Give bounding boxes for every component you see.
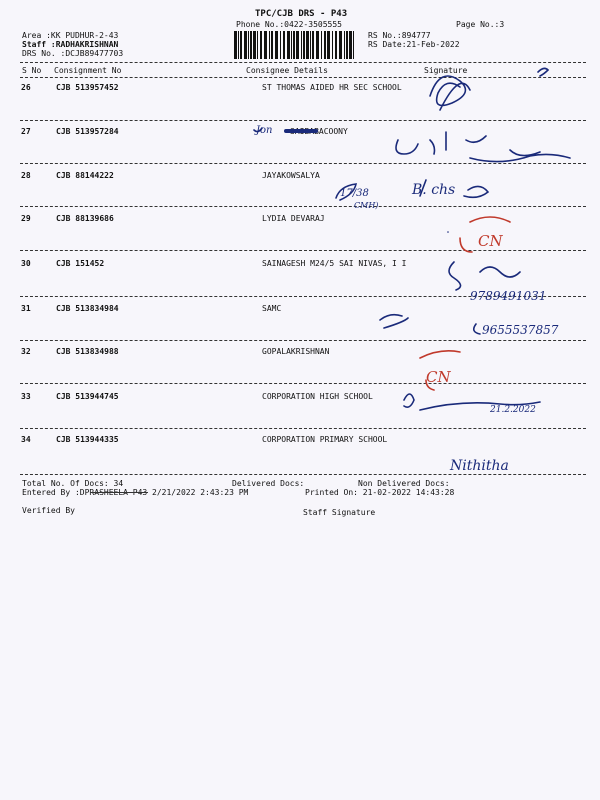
- barcode-bar: [296, 31, 299, 59]
- barcode-bar: [250, 31, 252, 59]
- entered-by: Entered By :DPRASHEELA P43 2/21/2022 2:43:23 PM: [22, 488, 249, 497]
- barcode-bar: [269, 31, 270, 59]
- row-divider: [20, 296, 586, 297]
- barcode-bar: [260, 31, 262, 59]
- row-sno: 29: [21, 214, 31, 223]
- row-consignee: SAMC: [262, 304, 282, 313]
- table-row: [20, 127, 590, 141]
- barcode-bar: [346, 31, 348, 59]
- row-consignee: LYDIA DEVARAJ: [262, 214, 325, 223]
- row-consignee: SAIBABACOONY: [290, 127, 348, 136]
- printed-on: Printed On: 21-02-2022 14:43:28: [305, 488, 455, 497]
- table-row: [20, 392, 590, 406]
- table-row: [20, 259, 590, 273]
- barcode-bar: [301, 31, 302, 59]
- strike-line: [90, 492, 148, 493]
- barcode-bar: [306, 31, 309, 59]
- row-divider: [20, 428, 586, 429]
- row33-date: 21.2.2022: [490, 405, 536, 415]
- barcode-bar: [312, 31, 314, 59]
- table-row: [20, 304, 590, 318]
- row-consignment: CJB 513957452: [56, 83, 119, 92]
- row-sno: 26: [21, 83, 31, 92]
- barcode-bar: [271, 31, 273, 59]
- table-row: [20, 83, 590, 97]
- barcode-bar: [310, 31, 311, 59]
- barcode-bar: [257, 31, 258, 59]
- barcode-bar: [327, 31, 330, 59]
- barcode-bar: [332, 31, 333, 59]
- barcode-bar: [321, 31, 322, 59]
- row-divider: [20, 383, 586, 384]
- total-docs: Total No. Of Docs: 34: [22, 479, 124, 488]
- footer-divider: [20, 474, 586, 475]
- barcode-bar: [344, 31, 345, 59]
- row-divider: [20, 163, 586, 164]
- row31-phone: 9655537857: [482, 323, 559, 337]
- table-row: [20, 171, 590, 185]
- col-signature: Signature: [424, 66, 468, 75]
- row-consignment: CJB 513834984: [56, 304, 119, 313]
- barcode-bar: [264, 31, 267, 59]
- row-consignment: CJB 88144222: [56, 171, 114, 180]
- barcode-bar: [280, 31, 281, 59]
- staff-signature: Staff Signature: [303, 508, 376, 517]
- non-delivered-docs: Non Delivered Docs:: [358, 479, 450, 488]
- barcode-bar: [240, 31, 242, 59]
- row-sno: 27: [21, 127, 31, 136]
- header-divider-bottom: [20, 77, 586, 78]
- row-sno: 34: [21, 435, 31, 444]
- row30-phone: 9789491031: [470, 289, 547, 303]
- header-divider-top: [20, 62, 586, 63]
- row32-mark: CN: [426, 368, 451, 386]
- header-tick-signature: [538, 68, 548, 76]
- barcode-bar: [248, 31, 249, 59]
- row-consignee: CORPORATION PRIMARY SCHOOL: [262, 435, 388, 444]
- barcode-bar: [335, 31, 337, 59]
- barcode-bar: [291, 31, 292, 59]
- row-consignment: CJB 513834988: [56, 347, 119, 356]
- row-divider: [20, 340, 586, 341]
- barcode-bar: [324, 31, 326, 59]
- area-label: Area :KK PUDHUR-2-43: [22, 31, 119, 40]
- row-consignee: CORPORATION HIGH SCHOOL: [262, 392, 373, 401]
- barcode-bar: [234, 31, 237, 59]
- row-consignee: JAYAKOWSALYA: [262, 171, 320, 180]
- row-sno: 28: [21, 171, 31, 180]
- barcode-bar: [316, 31, 319, 59]
- barcode-bar: [244, 31, 247, 59]
- table-row: [20, 214, 590, 228]
- page-number: Page No.:3: [456, 20, 505, 29]
- row-divider: [20, 250, 586, 251]
- row-consignee: ST THOMAS AIDED HR SEC SCHOOL: [262, 83, 402, 92]
- row-sno: 30: [21, 259, 31, 268]
- barcode-bar: [253, 31, 256, 59]
- barcode-bar: [353, 31, 354, 59]
- row-consignment: CJB 513944745: [56, 392, 119, 401]
- row-divider: [20, 206, 586, 207]
- drs-title: TPC/CJB DRS - P43: [255, 9, 348, 19]
- row-consignment: CJB 513957284: [56, 127, 119, 136]
- barcode-bar: [339, 31, 342, 59]
- rs-number: RS No.:894777: [368, 31, 431, 40]
- row34-name: Nithitha: [450, 458, 509, 474]
- barcode: [234, 31, 358, 59]
- row-sno: 33: [21, 392, 31, 401]
- barcode-bar: [287, 31, 290, 59]
- row-consignee: SAINAGESH M24/5 SAI NIVAS, I I: [262, 259, 407, 268]
- staff-label: Staff :RADHAKRISHNAN: [22, 40, 119, 49]
- col-consignee: Consignee Details: [246, 66, 328, 75]
- barcode-bar: [303, 31, 305, 59]
- row-divider: [20, 120, 586, 121]
- col-consignment: Consignment No: [54, 66, 122, 75]
- barcode-bar: [283, 31, 285, 59]
- row28-note: 17/38: [340, 188, 369, 199]
- col-sno: S No: [22, 66, 42, 75]
- phone-number: Phone No.:0422-3505555: [236, 20, 342, 29]
- row28-name: B. chs: [412, 182, 456, 198]
- row28-bracket: [336, 184, 356, 200]
- row28-note2: CMH): [354, 201, 379, 210]
- barcode-bar: [238, 31, 239, 59]
- barcode-bar: [349, 31, 352, 59]
- barcode-bar: [293, 31, 295, 59]
- row-consignment: CJB 88139686: [56, 214, 114, 223]
- delivered-docs: Delivered Docs:: [232, 479, 305, 488]
- verified-by: Verified By: [22, 506, 75, 515]
- rs-date: RS Date:21-Feb-2022: [368, 40, 460, 49]
- row-sno: 32: [21, 347, 31, 356]
- row29-mark: CN: [478, 232, 503, 250]
- table-row: [20, 347, 590, 361]
- drs-number: DRS No. :DCJB89477703: [22, 49, 124, 58]
- row-consignment: CJB 513944335: [56, 435, 119, 444]
- row-consignee: GOPALAKRISHNAN: [262, 347, 330, 356]
- row-sno: 31: [21, 304, 31, 313]
- barcode-bar: [275, 31, 278, 59]
- table-row: [20, 435, 590, 449]
- row-consignment: CJB 151452: [56, 259, 105, 268]
- row27-note: Jon: [256, 125, 273, 136]
